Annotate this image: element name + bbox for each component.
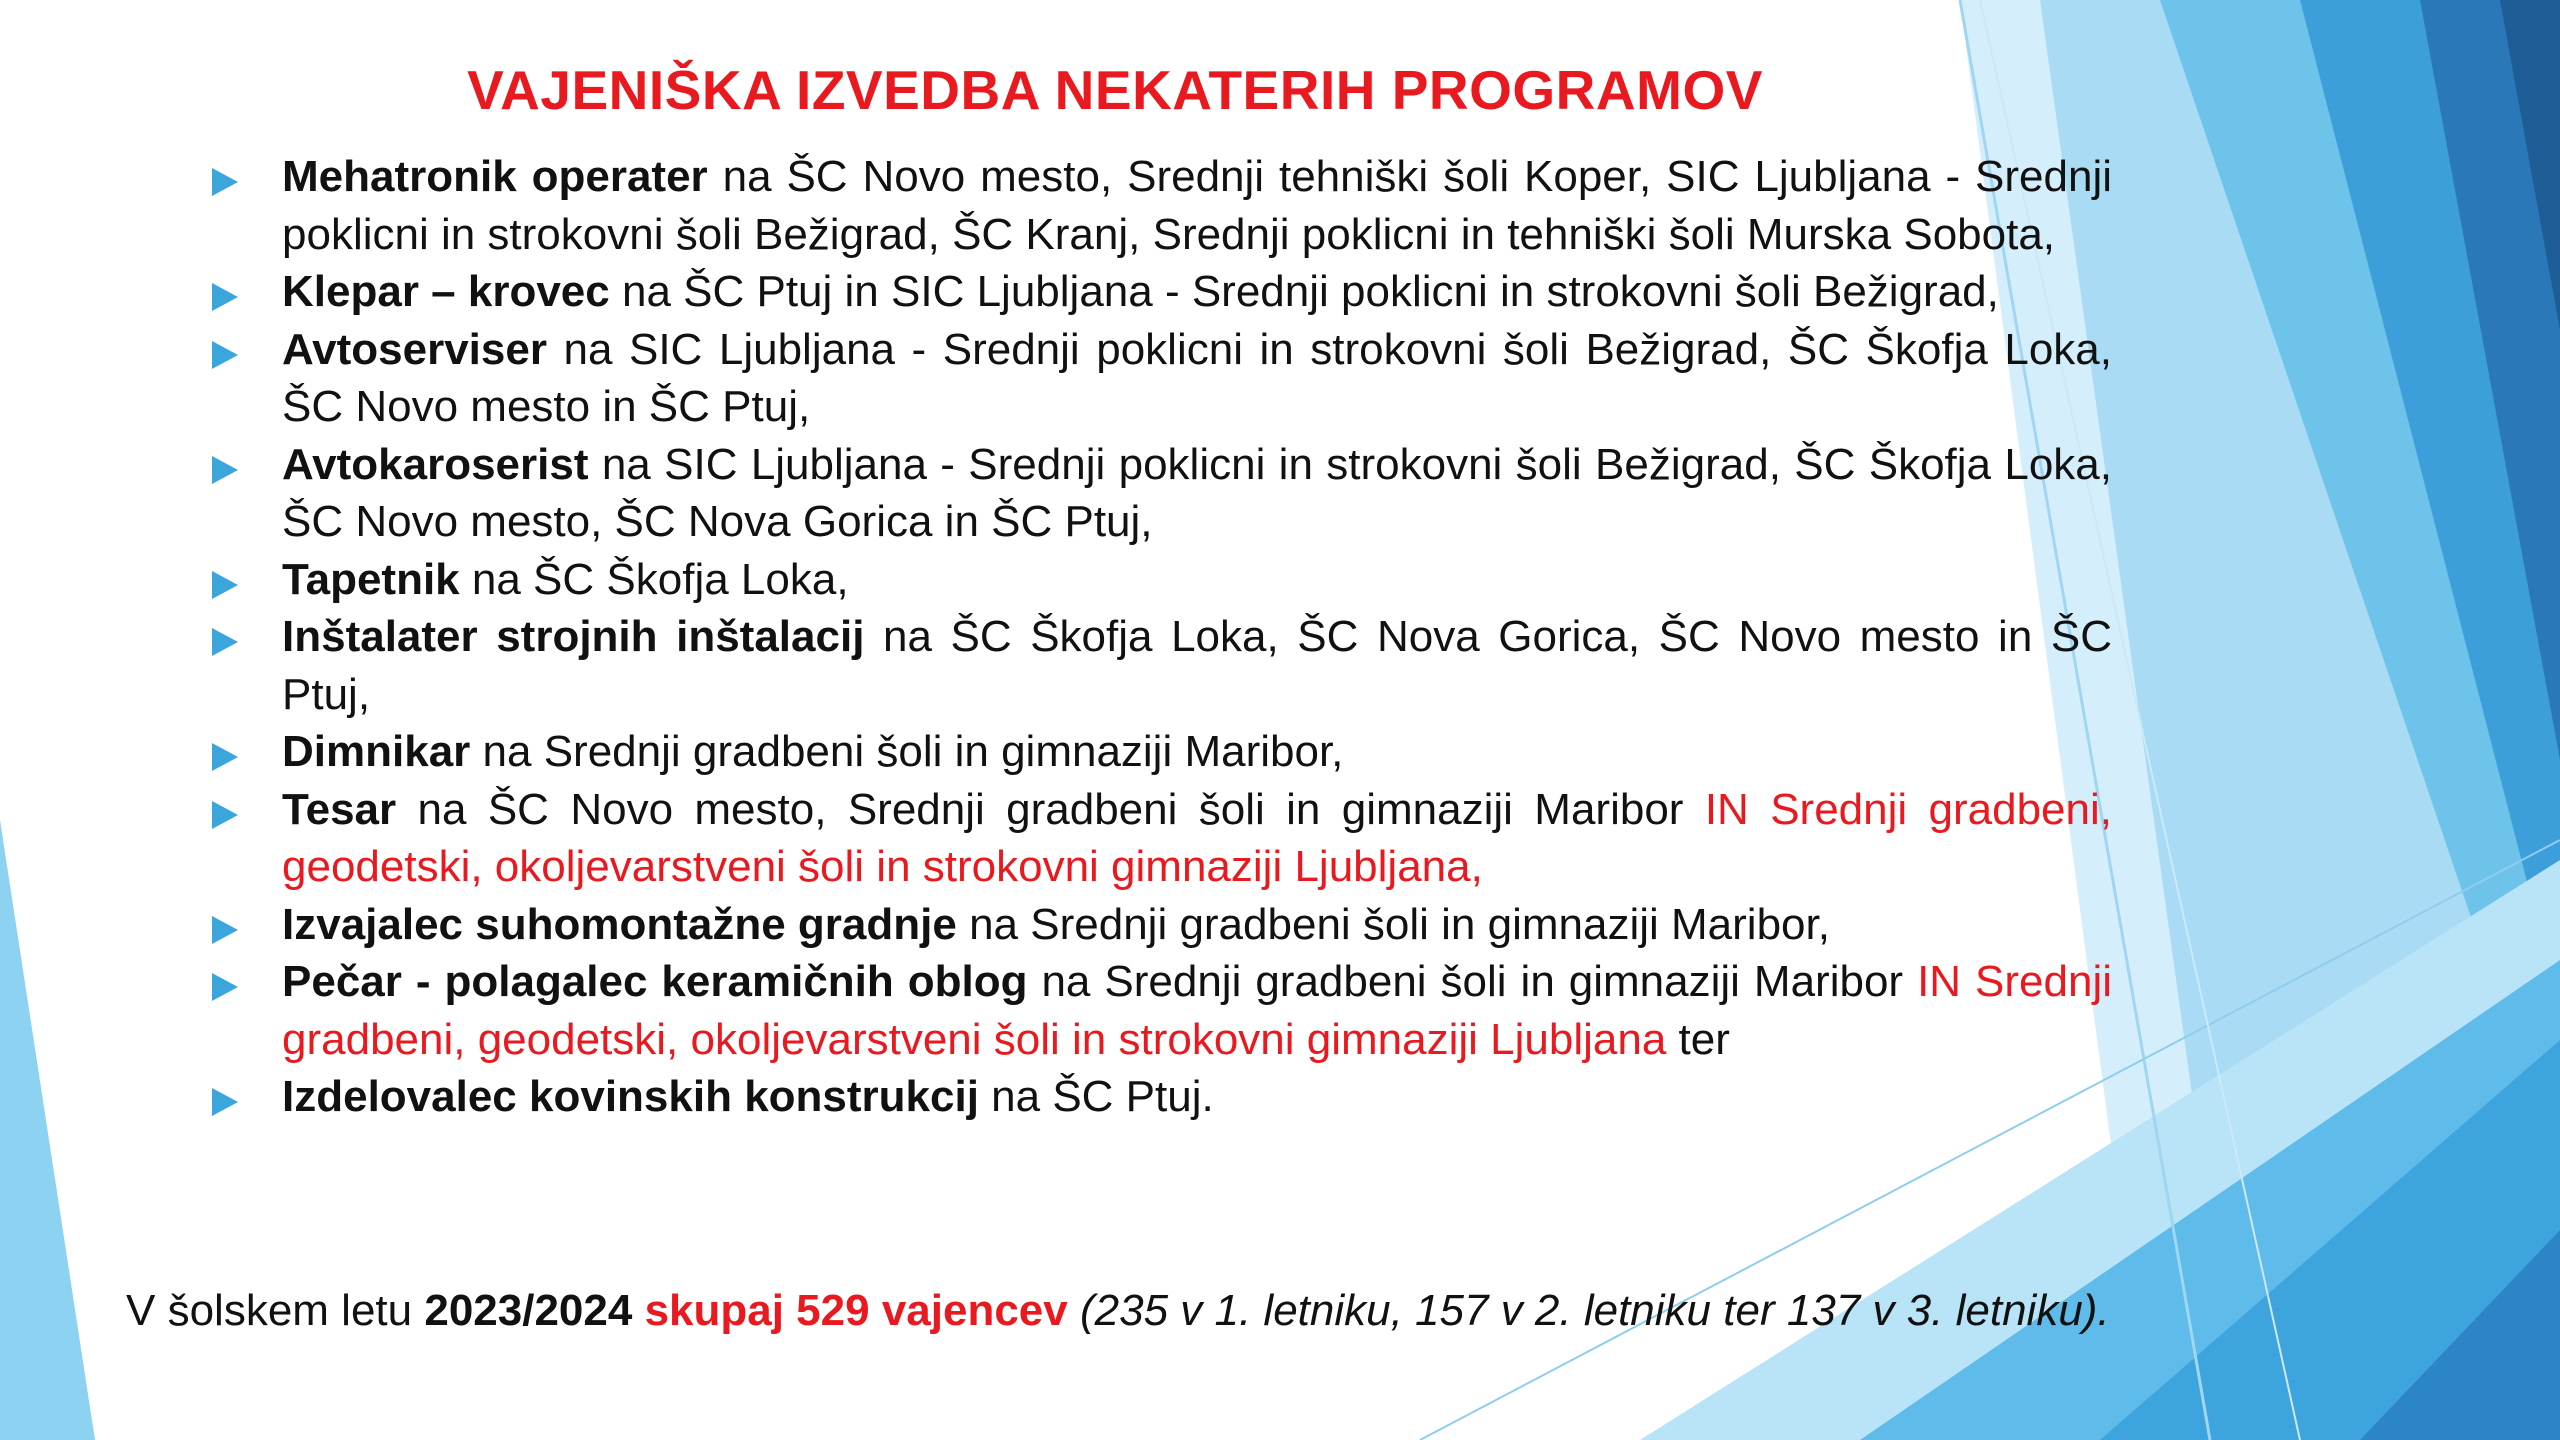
bullet-arrow-icon <box>212 801 238 829</box>
left-wedge <box>0 820 95 1440</box>
program-schools-tail: ter <box>1666 1014 1730 1064</box>
program-name: Klepar – krovec <box>282 267 610 316</box>
list-item <box>200 436 2112 551</box>
list-item <box>200 263 2112 321</box>
program-schools: na SIC Ljubljana - Srednji poklicni in strokovni šoli Bežigrad, ŠC Škofja Loka, ŠC Novo mesto, ŠC Nova Gorica in ŠC Ptuj, <box>282 439 2112 546</box>
bullet-arrow-icon <box>212 168 238 196</box>
bullet-arrow-icon <box>212 916 238 944</box>
list-item <box>200 148 2112 263</box>
program-name: Tesar <box>282 784 397 834</box>
program-name: Izvajalec suhomontažne gradnje <box>282 899 957 949</box>
list-item <box>200 896 2112 954</box>
list-item <box>200 608 2112 723</box>
program-schools: na ŠC Škofja Loka, <box>459 554 849 604</box>
bullet-arrow-icon <box>212 1088 238 1116</box>
list-item <box>200 953 2112 1068</box>
slide-title: VAJENIŠKA IZVEDBA NEKATERIH PROGRAMOV <box>467 59 1763 121</box>
program-schools-highlight: IN Srednji gradbeni, geodetski, okoljevarstveni šoli in strokovni gimnaziji Ljubljana, <box>282 784 2113 891</box>
program-schools: na ŠC Škofja Loka, ŠC Nova Gorica, ŠC Novo mesto in ŠC Ptuj, <box>282 612 2112 719</box>
program-name: Dimnikar <box>282 727 471 776</box>
program-name: Tapetnik <box>282 554 460 604</box>
program-schools: na ŠC Novo mesto, Srednji tehniški šoli Koper, SIC Ljubljana - Srednji poklicni in strokovni šoli Bežigrad, ŠC Kranj, Srednji poklicni in tehniški šoli Murska Sobota, <box>282 152 2113 259</box>
summary-text <box>126 1287 2116 1335</box>
bullet-arrow-icon <box>212 973 238 1001</box>
bullet-arrow-icon <box>212 571 238 599</box>
list-item <box>200 1068 2112 1126</box>
list-item <box>200 551 2112 609</box>
bullet-arrow-icon <box>212 283 238 311</box>
program-name: Inštalater strojnih inštalacij <box>282 612 865 661</box>
program-name: Pečar - polagalec keramičnih oblog <box>282 957 1028 1006</box>
program-schools: na ŠC Ptuj. <box>978 1072 1214 1121</box>
bullet-arrow-icon <box>212 743 238 771</box>
program-name: Avtoserviser <box>282 324 547 374</box>
summary-details: (235 v 1. letniku, 157 v 2. letniku ter 137 v 3. letniku). <box>1079 1286 2110 1335</box>
bullet-arrow-icon <box>212 341 238 369</box>
program-name: Izdelovalec kovinskih konstrukcij <box>282 1072 979 1121</box>
bullet-arrow-icon <box>212 628 238 656</box>
list-item <box>200 781 2112 896</box>
summary-total: skupaj 529 vajencev <box>632 1286 1080 1335</box>
list-item <box>200 723 2112 781</box>
program-schools: na Srednji gradbeni šoli in gimnaziji Maribor <box>1027 957 1918 1006</box>
program-schools: na Srednji gradbeni šoli in gimnaziji Maribor, <box>470 727 1344 776</box>
program-schools: na ŠC Ptuj in SIC Ljubljana - Srednji poklicni in strokovni šoli Bežigrad, <box>609 267 1999 316</box>
bullet-arrow-icon <box>212 456 238 484</box>
program-schools-highlight: IN Srednji gradbeni, geodetski, okoljevarstveni šoli in strokovni gimnaziji Ljubljana <box>282 957 2113 1064</box>
program-schools: na ŠC Novo mesto, Srednji gradbeni šoli in gimnaziji Maribor <box>396 784 1705 834</box>
summary-year: 2023/2024 <box>424 1286 633 1335</box>
program-name: Mehatronik operater <box>282 152 708 201</box>
program-schools: na Srednji gradbeni šoli in gimnaziji Maribor, <box>956 899 1830 949</box>
program-schools: na SIC Ljubljana - Srednji poklicni in strokovni šoli Bežigrad, ŠC Škofja Loka, ŠC Novo mesto in ŠC Ptuj, <box>282 324 2112 431</box>
program-name: Avtokaroserist <box>282 439 589 489</box>
list-item <box>200 321 2112 436</box>
program-list <box>200 148 2112 1126</box>
summary-prefix: V šolskem letu <box>126 1286 425 1335</box>
